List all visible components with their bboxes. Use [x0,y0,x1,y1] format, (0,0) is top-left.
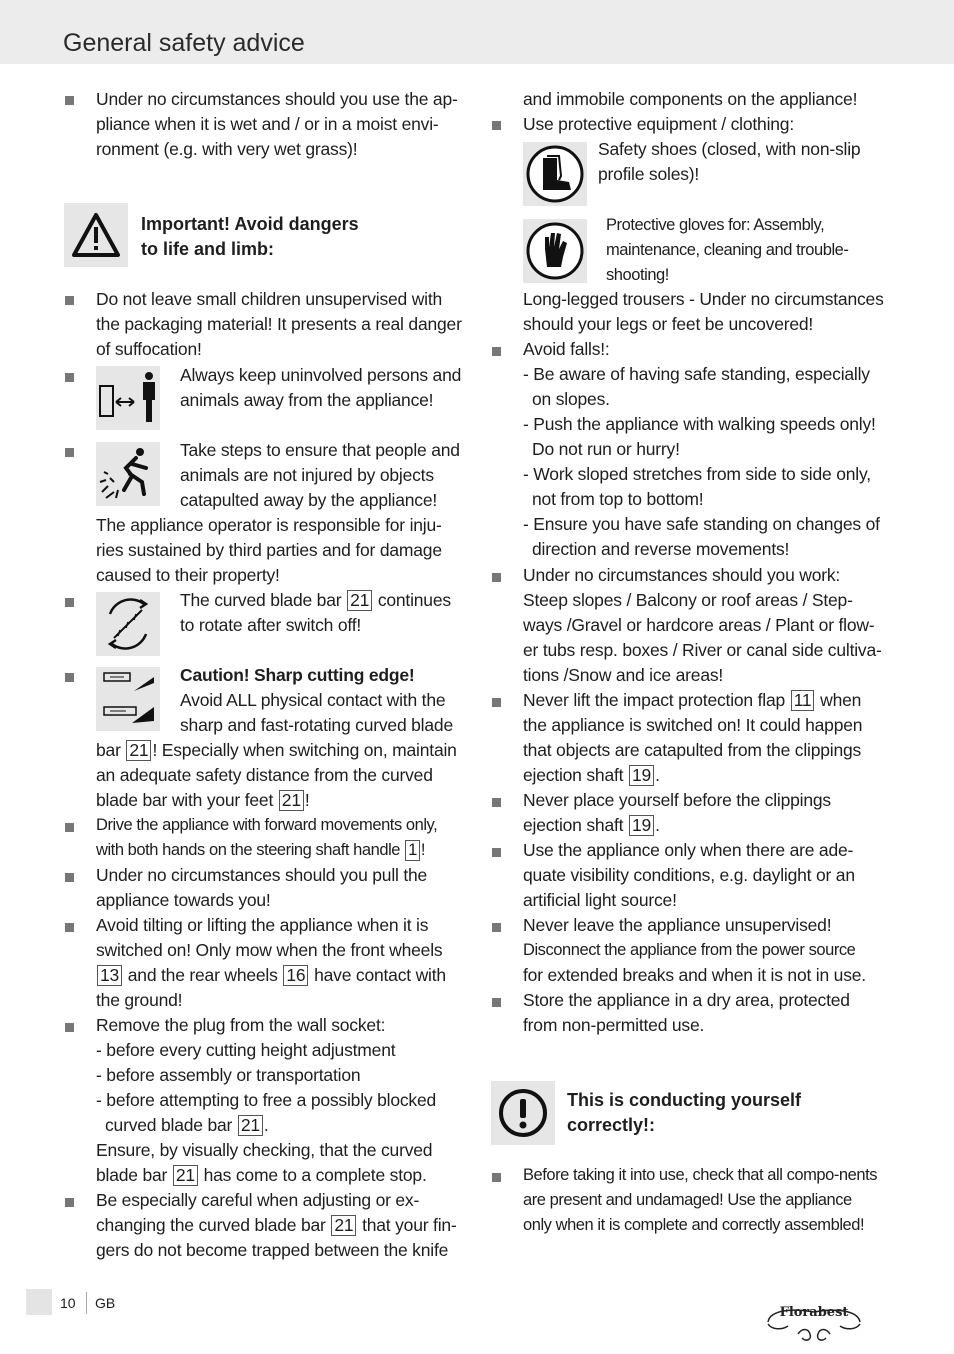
page-number: 10 [60,1295,76,1311]
warning-icon-box [64,203,128,267]
gloves-icon-box [523,219,587,283]
bullet [492,573,501,582]
language-code: GB [95,1295,116,1311]
bullet [65,296,74,305]
paragraph: Do not leave small children unsupervised with the packaging material! It presents a real danger of suffocation! [96,289,462,359]
warning-triangle-icon [64,203,128,267]
paragraph: Avoid tilting or lifting the appliance when it is switched on! Only mow when the front wheels 13 and the rear wheels 16 have contact with the ground! [96,915,446,1010]
brand-logo [762,1304,866,1344]
paragraph: bar 21 ! Especially when switching on, maintain an adequate safety distance from the curved blade bar with your feet 21 ! [96,740,457,810]
paragraph: Be especially careful when adjusting or ex- changing the curved blade bar 21 that your fin- gers do not become trapped between the knife [96,1190,457,1260]
paragraph: Store the appliance in a dry area, protected from non-permitted use. [523,990,850,1035]
paragraph: Remove the plug from the wall socket: - before every cutting height adjustment - before assembly or transportation - before attempting to free a possibly blocked curved blade bar 21 . Ensure, by visually checking, that the curved blade bar 21 has come to a complete stop. [96,1015,437,1185]
part-number: 13 [97,965,122,986]
bullet [65,1023,74,1032]
paragraph: Use protective equipment / clothing: [523,114,795,134]
bullet [65,448,74,457]
paragraph: Safety shoes (closed, with non-slip profile soles)! [598,139,861,184]
bullet [65,598,74,607]
paragraph: The appliance operator is responsible for inju- ries sustained by third parties and for damage caused to their property! [96,515,442,585]
paragraph: Before taking it into use, check that all compo-nents are present and undamaged! Use the appliance only when it is complete and correctly assembled! [523,1166,878,1234]
bullet [492,848,501,857]
paragraph: Always keep uninvolved persons and animals away from the appliance! [180,365,462,410]
part-number: 11 [791,690,815,711]
bullet [65,873,74,882]
part-number: 21 [238,1115,263,1136]
notice-heading: This is conducting yourself correctly!: [567,1090,802,1135]
bullet [65,1198,74,1207]
paragraph: The curved blade bar 21 continues to rotate after switch off! [180,590,451,635]
sharp-edge-icon-box [96,667,160,731]
logo-text: Florabest [779,1305,849,1320]
bullet [492,698,501,707]
part-number: 19 [629,765,654,786]
paragraph: Under no circumstances should you use the ap- pliance when it is wet and / or in a moist envi- ronment (e.g. with very wet grass)! [96,89,458,159]
paragraph: Caution! Sharp cutting edge! Avoid ALL physical contact with the sharp and fast-rotating curved blade [180,665,453,735]
warning-heading: Important! Avoid dangers to life and limb: [141,214,359,259]
part-number: 21 [173,1165,198,1186]
notice-icon-box [491,1081,555,1145]
part-number: 16 [283,965,308,986]
paragraph: Use the appliance only when there are ade- quate visibility conditions, e.g. daylight or an artificial light source! [523,840,855,910]
part-number: 21 [347,590,372,611]
paragraph: Long-legged trousers - Under no circumstances should your legs or feet be uncovered! [523,289,884,334]
bullet [492,923,501,932]
bullet [65,673,74,682]
paragraph: Never lift the impact protection flap 11 when the appliance is switched on! It could happen that objects are catapulted from the clippings ejection shaft 19 . [523,690,863,785]
rotating-blade-icon-box [96,592,160,656]
paragraph: Drive the appliance with forward movements only, with both hands on the steering shaft handle 1 ! [96,816,438,859]
part-number: 21 [126,740,151,761]
glove-icon [523,219,587,283]
rotating-blade-icon [96,592,160,656]
footer-divider [86,1292,87,1314]
bullet [492,347,501,356]
part-number: 1 [405,840,420,861]
keep-away-icon-box [96,366,160,430]
bullet [65,823,74,832]
bullet [65,96,74,105]
exclamation-circle-icon [491,1081,555,1145]
flying-objects-icon [96,442,160,506]
paragraph: and immobile components on the appliance! [523,89,858,109]
bullet [65,923,74,932]
bullet [65,373,74,382]
bullet [492,1173,501,1182]
catapult-icon-box [96,442,160,506]
bullet [492,121,501,130]
part-number: 21 [331,1215,356,1236]
paragraph: Under no circumstances should you pull the appliance towards you! [96,865,428,910]
paragraph: Never leave the appliance unsupervised! Disconnect the appliance from the power source for extended breaks and when it is not in use. [523,915,866,985]
paragraph: Never place yourself before the clippings ejection shaft 19 . [523,790,831,835]
bullet [492,798,501,807]
boot-icon [523,142,587,206]
paragraph: Take steps to ensure that people and animals are not injured by objects catapulted away by the appliance! [180,440,460,510]
page-title: General safety advice [63,29,305,57]
paragraph: Under no circumstances should you work: Steep slopes / Balcony or roof areas / Step- ways /Gravel or hardcore areas / Plant or flow- er tubs resp. boxes / River or canal side cultiva- tions /Snow and ice areas! [523,565,882,685]
paragraph: Avoid falls!: - Be aware of having safe standing, especially on slopes. - Push the appliance with walking speeds only! Do not run or hurry! - Work sloped stretches from side to side only, not from top to bottom! - Ensure you have safe standing on changes of direction and reverse movements! [523,339,880,559]
paragraph: Protective gloves for: Assembly, maintenance, cleaning and trouble- shooting! [606,216,849,284]
footer-marker [26,1289,52,1315]
keep-away-icon [96,366,160,430]
bullet [492,998,501,1007]
part-number: 19 [629,815,654,836]
hand-cut-icon [96,667,160,731]
safety-shoes-icon-box [523,142,587,206]
part-number: 21 [279,790,304,811]
